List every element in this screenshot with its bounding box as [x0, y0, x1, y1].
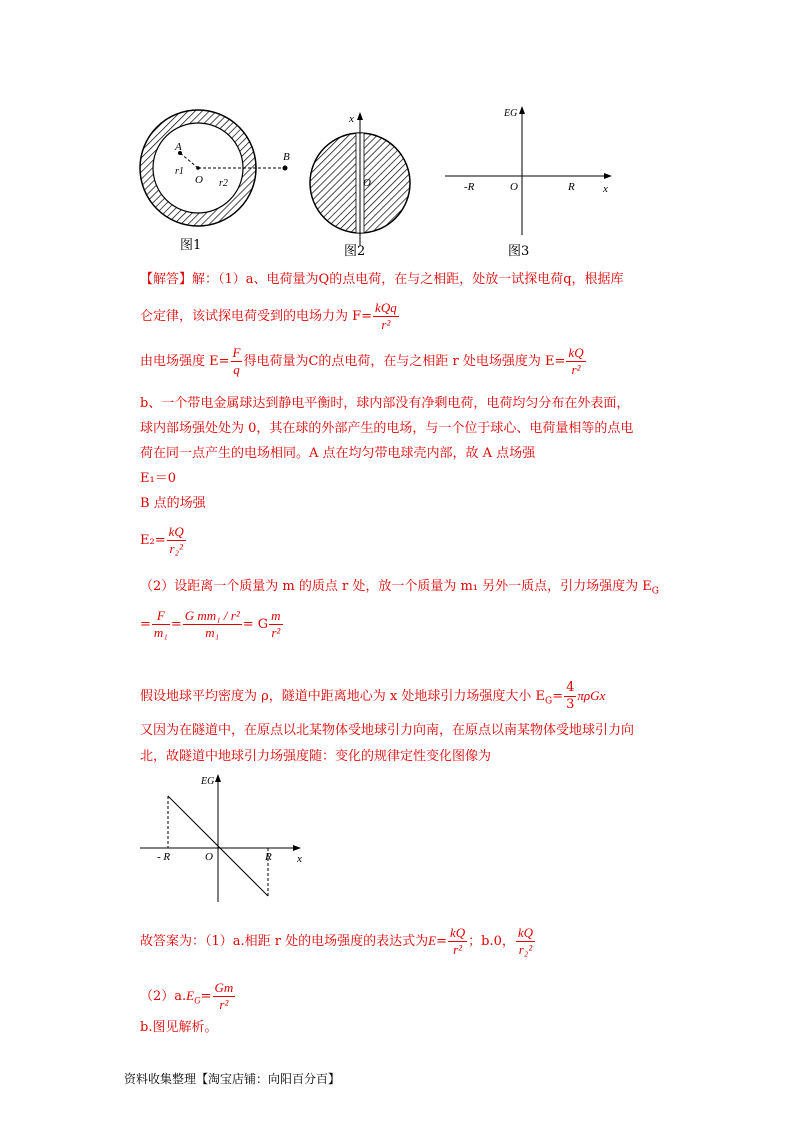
fig2-caption: 图2 — [344, 244, 366, 259]
graph-label-r: R — [265, 851, 272, 863]
figure-3 — [440, 100, 620, 240]
fig3-label-x: x — [603, 183, 608, 195]
answer-line-1: 故答案为：（1）a.相距 r 处的电场强度的表达式为E= $\frac{kQ}{\text{r²}}$ ；b.0， $\frac{kQ}{\text{r₂²}}$ — [140, 925, 534, 957]
solution-line-3: 由电场强度 E= $\frac{F}{q}$ 得电荷量为C的点电荷，在与之相距 r 处电场强度为 E= $\frac{kQ}{\text{r²}}$ — [140, 345, 584, 377]
fig1-label-r2: r2 — [219, 178, 228, 189]
solution-line-4: b、一个带电金属球达到静电平衡时，球内部没有净剩电荷，电荷均匀分布在外表面， — [140, 396, 630, 411]
graph-label-o: O — [205, 851, 213, 863]
solution-line-1: 【解答】解：（1）a、电荷量为Q的点电荷，在与之相距，处放一试探电荷q，根据库 — [140, 272, 624, 287]
solution-line-10: （2）设距离一个质量为 m 的质点 r 处，放一个质量为 m₁ 另外一质点，引力场强度为 $E_G$ — [140, 579, 659, 597]
graph-label-x: x — [297, 853, 302, 865]
page-footer: 资料收集整理【淘宝店铺：向阳百分百】 — [124, 1072, 341, 1086]
fig3-label-neg-r: -R — [464, 181, 475, 193]
graph-label-eg: EG — [201, 776, 215, 787]
solution-line-9: E₂= $\frac{kQ}{\text{r₂²}}$ — [140, 524, 184, 556]
answer-line-3: b.图见解析。 — [140, 1020, 218, 1035]
solution-line-14: 北，故隧道中地球引力场强度随：变化的规律定性变化图像为 — [140, 749, 492, 764]
fig3-label-eg: EG — [504, 108, 518, 119]
figure-2 — [305, 108, 420, 248]
answer-line-2: $(2)a.E_G=$ $\frac{Gm}{\text{r²}}$ — [140, 980, 234, 1012]
graph-label-neg-r: - R — [157, 851, 171, 863]
fig1-label-o: O — [195, 174, 203, 186]
solution-line-5: 球内部场强处处为 0，其在球的外部产生的电场，与一个位于球心、电荷量相等的点电 — [140, 421, 634, 436]
fig1-label-r1: r1 — [175, 166, 184, 177]
fig3-caption: 图3 — [508, 244, 530, 259]
solution-line-13: 又因为在隧道中，在原点以北某物体受地球引力向南，在原点以南某物体受地球引力向 — [140, 723, 635, 738]
solution-line-8: B 点的场强 — [140, 496, 206, 511]
solution-line-11: = $\frac{F}{\text{m₁}}$ = $\frac{\text{G mm₁ / r²}}{\text{m₁}}$ = G $\frac{m}{\text{r²}}$ — [140, 608, 281, 640]
solution-line-7: E₁＝0 — [140, 471, 176, 486]
fig1-label-a: A — [175, 141, 182, 153]
figure-1 — [135, 100, 315, 250]
fig2-label-o: O — [363, 177, 371, 189]
fig1-caption: 图1 — [180, 238, 202, 253]
field-strength-graph — [135, 770, 315, 905]
fig1-label-b: B — [283, 151, 290, 163]
fig2-label-x: x — [349, 113, 354, 125]
solution-tag: 【解答】 — [140, 272, 193, 287]
fig3-label-o: O — [510, 181, 518, 193]
solution-line-2: 仑定律，该试探电荷受到的电场力为 F= $\frac{\text{kQq}}{\text{r²}}$ — [140, 300, 397, 332]
solution-line-12: 假设地球平均密度为 ρ，隧道中距离地心为 x 处地球引力场强度大小 $E_G=$ $\frac{4}{3}$ πρGx — [140, 680, 606, 712]
solution-line-6: 荷在同一点产生的电场相同。A 点在均匀带电球壳内部，故 A 点场强 — [140, 446, 536, 461]
fig3-label-r: R — [568, 181, 575, 193]
